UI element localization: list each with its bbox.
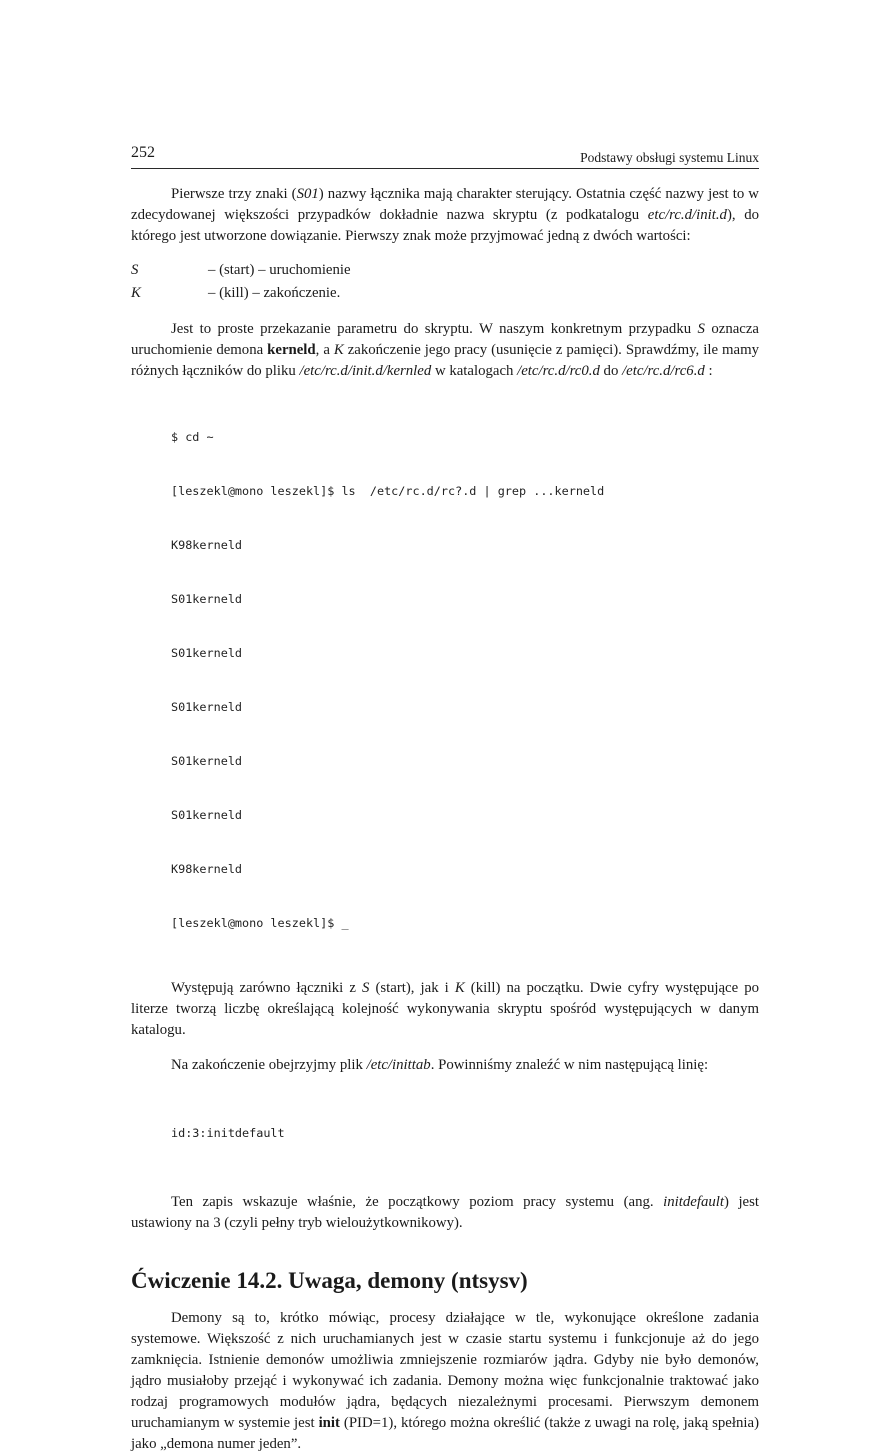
italic-text: initdefault <box>663 1194 724 1210</box>
code-line: S01kerneld <box>171 754 243 768</box>
code-line: K98kerneld <box>171 538 243 552</box>
code-line: id:3:initdefault <box>171 1126 285 1140</box>
italic-path: /etc/inittab <box>366 1057 431 1073</box>
page-header <box>131 144 759 170</box>
section-heading: Ćwiczenie 14.2. Uwaga, demony (ntsysv) <box>131 1268 528 1293</box>
paragraph-inittab <box>131 1055 759 1076</box>
text: Pierwsze trzy znaki ( <box>171 186 297 202</box>
text: (kill) na początku. Dwie cyfry występujące po literze tworzą liczbę określającą kolejność wykonywania skryptu spośród występujących w danym katalogu. <box>131 980 760 1038</box>
text: w katalogach <box>431 363 518 379</box>
italic-text: S01 <box>296 186 319 202</box>
text: ), do którego jest utworzone dowiązanie. Pierwszy znak może przyjmować jedną z dwóch wartości: <box>131 207 760 244</box>
code-line: [leszekl@mono leszekl]$ ls /etc/rc.d/rc?.d | grep ...kerneld <box>171 484 605 498</box>
code-listing <box>171 392 759 968</box>
text: oznacza uruchomienie demona <box>131 321 759 358</box>
paragraph-link-prefix <box>131 184 759 247</box>
text: , a <box>315 342 334 358</box>
text: do <box>599 363 623 379</box>
paragraph-links <box>131 978 759 1041</box>
definition-description: – (start) – uruchomienie <box>208 262 351 278</box>
text: Demony są to, krótko mówiąc, procesy działające w tle, wykonujące określone zadania systemowe. Większość z nich uruchamianych jest w czasie startu systemu i funkcjonuje aż do jego zamknięcia. Istnienie demonów umożliwia zmniejszenie rozmiarów jądra. Gdyby nie było demonów, jądro musiałoby przejąć i wykonywać ich zadania. Demony można więc funkcjonalnie traktować jako rodzaj programowych modułów jądra, będących niezależnymi procesami. Pierwszym demonem uruchamianym w systemie jest <box>131 1310 759 1431</box>
text: Na zakończenie obejrzyjmy plik <box>171 1057 367 1073</box>
text: (PID=1), którego można określić (także z uwagi na rolę, jaką spełnia) jako „demona numer jeden”. <box>131 1415 759 1452</box>
text: Występują zarówno łączniki z <box>171 980 362 996</box>
code-line: K98kerneld <box>171 862 243 876</box>
italic-text: K <box>333 342 344 358</box>
definition-term: K <box>131 285 141 301</box>
running-title: Podstawy obsługi systemu Linux <box>580 150 759 165</box>
text: Jest to proste przekazanie parametru do skryptu. W naszym konkretnym przypadku <box>171 321 698 337</box>
text: ) jest ustawiony na 3 (czyli pełny tryb wieloużytkownikowy). <box>131 1194 759 1231</box>
definition-row <box>131 259 759 282</box>
code-line: S01kerneld <box>171 808 243 822</box>
paragraph-parameter <box>131 319 759 382</box>
code-line: S01kerneld <box>171 646 243 660</box>
italic-path: /etc/rc.d/init.d/kernled <box>299 363 432 379</box>
header-rule <box>131 168 759 169</box>
definition-description: – (kill) – zakończenie. <box>208 285 341 301</box>
text: (start), jak i <box>369 980 455 996</box>
text: zakończenie jego pracy (usunięcie z pamięci). Sprawdźmy, ile mamy różnych łączników do pliku <box>131 342 759 379</box>
code-line: S01kerneld <box>171 700 243 714</box>
italic-text: S <box>361 980 370 996</box>
paragraph-initdefault <box>131 1192 759 1234</box>
code-listing-inittab <box>171 1088 759 1178</box>
text: . Powinniśmy znaleźć w nim następującą linię: <box>430 1057 709 1073</box>
text: : <box>704 363 713 379</box>
italic-text: S <box>697 321 705 337</box>
code-line: S01kerneld <box>171 592 243 606</box>
code-line: [leszekl@mono leszekl]$ _ <box>171 916 349 930</box>
italic-path: /etc/rc.d/rc0.d <box>517 363 600 379</box>
code-line: $ cd ~ <box>171 430 214 444</box>
italic-text: K <box>454 980 465 996</box>
definition-term: S <box>131 262 139 278</box>
text: Ten zapis wskazuje właśnie, że początkowy poziom pracy systemu (ang. <box>171 1194 664 1210</box>
definition-row <box>131 282 759 305</box>
page-body <box>131 184 759 1455</box>
text: ) nazwy łącznika mają charakter sterujący. Ostatnia część nazwy jest to w zdecydowanej większości przypadków dokładnie nazwa skryptu (z podkatalogu <box>131 186 759 223</box>
bold-text: kerneld <box>267 342 316 358</box>
page-number: 252 <box>131 144 155 161</box>
paragraph-daemons <box>131 1308 759 1455</box>
bold-text: init <box>318 1415 340 1431</box>
definition-list <box>131 259 759 305</box>
italic-path: etc/rc.d/init.d <box>647 207 727 223</box>
italic-path: /etc/rc.d/rc6.d <box>622 363 705 379</box>
